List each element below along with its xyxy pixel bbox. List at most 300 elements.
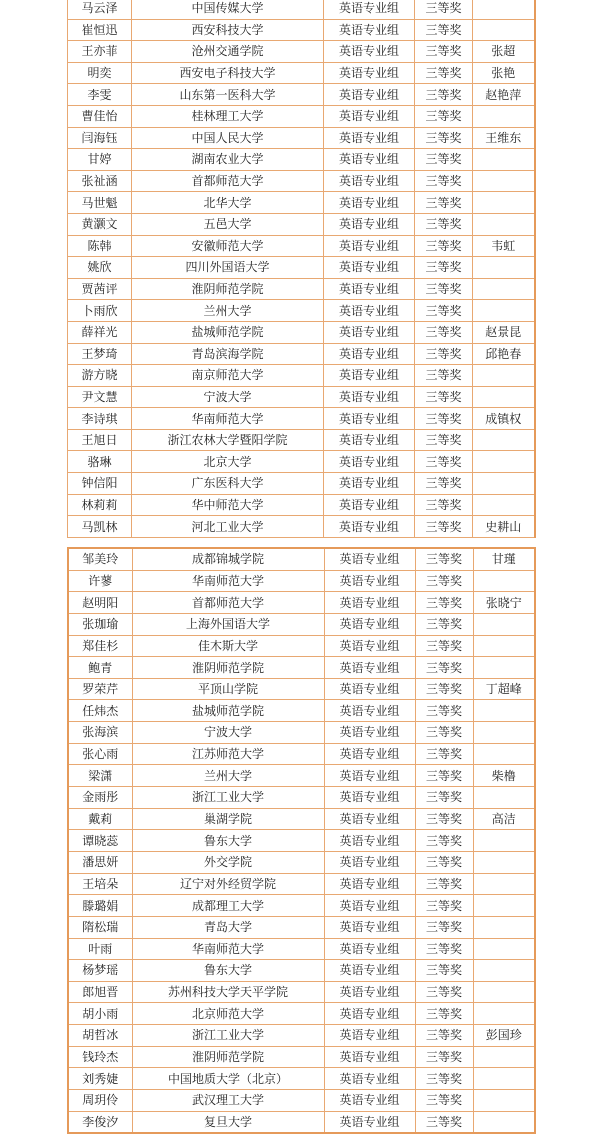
student-name-cell: 胡小雨: [68, 1003, 132, 1025]
table-row: [68, 1068, 535, 1090]
school-cell: 盐城师范学院: [132, 700, 324, 722]
school-cell: 四川外国语大学: [132, 257, 324, 279]
student-name-cell: 赵明阳: [68, 592, 132, 614]
school-cell: 浙江工业大学: [132, 787, 324, 809]
school-cell: 鲁东大学: [132, 960, 324, 982]
school-cell: 中国传媒大学: [132, 0, 324, 19]
teacher-cell: [473, 1003, 535, 1025]
school-cell: 成都锦城学院: [132, 548, 324, 570]
teacher-cell: 赵艳萍: [473, 84, 535, 106]
group-cell: 英语专业组: [324, 613, 415, 635]
group-cell: 英语专业组: [324, 743, 415, 765]
school-cell: 五邑大学: [132, 213, 324, 235]
award-cell: 三等奖: [415, 678, 473, 700]
student-name-cell: 钱玲杰: [68, 1046, 132, 1068]
award-cell: 三等奖: [415, 170, 473, 192]
table-row: [68, 192, 535, 214]
award-cell: 三等奖: [415, 657, 473, 679]
student-name-cell: 闫海钰: [68, 127, 132, 149]
teacher-cell: 柴橹: [473, 765, 535, 787]
table-row: [68, 873, 535, 895]
student-name-cell: 杨梦瑶: [68, 960, 132, 982]
teacher-cell: 邱艳春: [473, 343, 535, 365]
award-cell: 三等奖: [415, 429, 473, 451]
award-cell: 三等奖: [415, 1090, 473, 1112]
award-cell: 三等奖: [415, 895, 473, 917]
teacher-cell: [473, 473, 535, 495]
student-name-cell: 叶雨: [68, 938, 132, 960]
teacher-cell: 成镇权: [473, 408, 535, 430]
table-row: [68, 149, 535, 171]
teacher-cell: 张晓宁: [473, 592, 535, 614]
school-cell: 青岛滨海学院: [132, 343, 324, 365]
student-name-cell: 张海滨: [68, 722, 132, 744]
teacher-cell: 高洁: [473, 808, 535, 830]
group-cell: 英语专业组: [324, 1025, 415, 1047]
teacher-cell: [473, 743, 535, 765]
student-name-cell: 王培朵: [68, 873, 132, 895]
table-row: [68, 808, 535, 830]
group-cell: 英语专业组: [324, 235, 415, 257]
teacher-cell: [473, 570, 535, 592]
table-row: [68, 657, 535, 679]
group-cell: 英语专业组: [324, 321, 415, 343]
table-row: [68, 41, 535, 63]
award-cell: 三等奖: [415, 235, 473, 257]
table-row: [68, 365, 535, 387]
school-cell: 湖南农业大学: [132, 149, 324, 171]
teacher-cell: 韦虹: [473, 235, 535, 257]
table-row: [68, 700, 535, 722]
teacher-cell: [473, 170, 535, 192]
teacher-cell: [473, 0, 535, 19]
award-cell: 三等奖: [415, 149, 473, 171]
school-cell: 华中师范大学: [132, 494, 324, 516]
table-row: [68, 62, 535, 84]
group-cell: 英语专业组: [324, 516, 415, 538]
teacher-cell: [473, 1046, 535, 1068]
teacher-cell: [473, 278, 535, 300]
student-name-cell: 甘婷: [68, 149, 132, 171]
group-cell: 英语专业组: [324, 149, 415, 171]
school-cell: 华南师范大学: [132, 570, 324, 592]
award-cell: 三等奖: [415, 916, 473, 938]
table-row: [68, 516, 535, 538]
award-cell: 三等奖: [415, 365, 473, 387]
table-row: [68, 592, 535, 614]
student-name-cell: 曹佳怡: [68, 105, 132, 127]
student-name-cell: 滕璐娟: [68, 895, 132, 917]
table-row: [68, 722, 535, 744]
student-name-cell: 林莉莉: [68, 494, 132, 516]
teacher-cell: [473, 149, 535, 171]
teacher-cell: [473, 722, 535, 744]
award-cell: 三等奖: [415, 613, 473, 635]
teacher-cell: [473, 213, 535, 235]
group-cell: 英语专业组: [324, 278, 415, 300]
school-cell: 苏州科技大学天平学院: [132, 981, 324, 1003]
teacher-cell: [473, 105, 535, 127]
award-cell: 三等奖: [415, 765, 473, 787]
award-cell: 三等奖: [415, 1046, 473, 1068]
group-cell: 英语专业组: [324, 257, 415, 279]
student-name-cell: 金雨彤: [68, 787, 132, 809]
table-row: [68, 1046, 535, 1068]
award-table-top: [67, 0, 536, 538]
student-name-cell: 张珈瑜: [68, 613, 132, 635]
teacher-cell: [473, 257, 535, 279]
student-name-cell: 薛祥光: [68, 321, 132, 343]
group-cell: 英语专业组: [324, 657, 415, 679]
group-cell: 英语专业组: [324, 105, 415, 127]
table-row: [68, 938, 535, 960]
table-row: [68, 451, 535, 473]
group-cell: 英语专业组: [324, 1003, 415, 1025]
student-name-cell: 王梦琦: [68, 343, 132, 365]
group-cell: 英语专业组: [324, 19, 415, 41]
award-cell: 三等奖: [415, 830, 473, 852]
student-name-cell: 黄灏文: [68, 213, 132, 235]
teacher-cell: [473, 494, 535, 516]
student-name-cell: 刘秀婕: [68, 1068, 132, 1090]
table-row: [68, 213, 535, 235]
table-row: [68, 613, 535, 635]
award-cell: 三等奖: [415, 516, 473, 538]
school-cell: 辽宁对外经贸学院: [132, 873, 324, 895]
teacher-cell: 张艳: [473, 62, 535, 84]
group-cell: 英语专业组: [324, 365, 415, 387]
student-name-cell: 张心雨: [68, 743, 132, 765]
award-cell: 三等奖: [415, 1111, 473, 1133]
award-cell: 三等奖: [415, 722, 473, 744]
teacher-cell: [473, 960, 535, 982]
student-name-cell: 罗荣芹: [68, 678, 132, 700]
group-cell: 英语专业组: [324, 722, 415, 744]
award-table-bottom: [67, 547, 536, 1134]
group-cell: 英语专业组: [324, 938, 415, 960]
school-cell: 巢湖学院: [132, 808, 324, 830]
award-cell: 三等奖: [415, 851, 473, 873]
table-row: [68, 1090, 535, 1112]
student-name-cell: 钟信阳: [68, 473, 132, 495]
student-name-cell: 任炜杰: [68, 700, 132, 722]
teacher-cell: [473, 1111, 535, 1133]
student-name-cell: 戴莉: [68, 808, 132, 830]
student-name-cell: 马世魁: [68, 192, 132, 214]
teacher-cell: [473, 657, 535, 679]
table-row: [68, 548, 535, 570]
school-cell: 平顶山学院: [132, 678, 324, 700]
teacher-cell: [473, 1090, 535, 1112]
table-row: [68, 570, 535, 592]
teacher-cell: [473, 938, 535, 960]
table-row: [68, 494, 535, 516]
group-cell: 英语专业组: [324, 386, 415, 408]
school-cell: 浙江农林大学暨阳学院: [132, 429, 324, 451]
group-cell: 英语专业组: [324, 592, 415, 614]
school-cell: 鲁东大学: [132, 830, 324, 852]
student-name-cell: 王旭日: [68, 429, 132, 451]
school-cell: 安徽师范大学: [132, 235, 324, 257]
group-cell: 英语专业组: [324, 548, 415, 570]
award-cell: 三等奖: [415, 494, 473, 516]
table-row: [68, 278, 535, 300]
group-cell: 英语专业组: [324, 916, 415, 938]
award-cell: 三等奖: [415, 592, 473, 614]
teacher-cell: [473, 1068, 535, 1090]
school-cell: 浙江工业大学: [132, 1025, 324, 1047]
group-cell: 英语专业组: [324, 213, 415, 235]
award-cell: 三等奖: [415, 321, 473, 343]
teacher-cell: [473, 895, 535, 917]
student-name-cell: 胡哲冰: [68, 1025, 132, 1047]
group-cell: 英语专业组: [324, 127, 415, 149]
student-name-cell: 卜雨欣: [68, 300, 132, 322]
teacher-cell: [473, 700, 535, 722]
school-cell: 中国人民大学: [132, 127, 324, 149]
teacher-cell: [473, 787, 535, 809]
award-cell: 三等奖: [415, 127, 473, 149]
award-cell: 三等奖: [415, 105, 473, 127]
student-name-cell: 陈韩: [68, 235, 132, 257]
student-name-cell: 李雯: [68, 84, 132, 106]
teacher-cell: 甘瑾: [473, 548, 535, 570]
award-cell: 三等奖: [415, 700, 473, 722]
table-row: [68, 678, 535, 700]
teacher-cell: [473, 916, 535, 938]
table-row: [68, 473, 535, 495]
award-cell: 三等奖: [415, 19, 473, 41]
award-cell: 三等奖: [415, 808, 473, 830]
award-cell: 三等奖: [415, 300, 473, 322]
award-cell: 三等奖: [415, 981, 473, 1003]
student-name-cell: 郎旭晋: [68, 981, 132, 1003]
award-cell: 三等奖: [415, 213, 473, 235]
teacher-cell: 彭国珍: [473, 1025, 535, 1047]
table-row: [68, 408, 535, 430]
table-row: [68, 321, 535, 343]
school-cell: 北京师范大学: [132, 1003, 324, 1025]
school-cell: 淮阴师范学院: [132, 278, 324, 300]
group-cell: 英语专业组: [324, 170, 415, 192]
school-cell: 上海外国语大学: [132, 613, 324, 635]
award-cell: 三等奖: [415, 1003, 473, 1025]
teacher-cell: [473, 451, 535, 473]
group-cell: 英语专业组: [324, 635, 415, 657]
school-cell: 北京大学: [132, 451, 324, 473]
teacher-cell: [473, 365, 535, 387]
student-name-cell: 李诗琪: [68, 408, 132, 430]
student-name-cell: 崔恒迅: [68, 19, 132, 41]
school-cell: 首都师范大学: [132, 170, 324, 192]
student-name-cell: 许蓼: [68, 570, 132, 592]
award-cell: 三等奖: [415, 257, 473, 279]
teacher-cell: [473, 851, 535, 873]
student-name-cell: 周玥伶: [68, 1090, 132, 1112]
teacher-cell: [473, 981, 535, 1003]
school-cell: 河北工业大学: [132, 516, 324, 538]
teacher-cell: 史耕山: [473, 516, 535, 538]
school-cell: 西安科技大学: [132, 19, 324, 41]
award-cell: 三等奖: [415, 192, 473, 214]
award-cell: 三等奖: [415, 278, 473, 300]
school-cell: 宁波大学: [132, 386, 324, 408]
group-cell: 英语专业组: [324, 494, 415, 516]
group-cell: 英语专业组: [324, 873, 415, 895]
group-cell: 英语专业组: [324, 830, 415, 852]
table-row: [68, 1111, 535, 1133]
award-cell: 三等奖: [415, 743, 473, 765]
table-row: [68, 300, 535, 322]
group-cell: 英语专业组: [324, 451, 415, 473]
table-row: [68, 851, 535, 873]
group-cell: 英语专业组: [324, 0, 415, 19]
school-cell: 复旦大学: [132, 1111, 324, 1133]
student-name-cell: 谭晓蕊: [68, 830, 132, 852]
student-name-cell: 邹美玲: [68, 548, 132, 570]
student-name-cell: 张祉涵: [68, 170, 132, 192]
school-cell: 南京师范大学: [132, 365, 324, 387]
table-row: [68, 981, 535, 1003]
school-cell: 首都师范大学: [132, 592, 324, 614]
school-cell: 青岛大学: [132, 916, 324, 938]
school-cell: 淮阴师范学院: [132, 657, 324, 679]
school-cell: 北华大学: [132, 192, 324, 214]
student-name-cell: 王亦菲: [68, 41, 132, 63]
group-cell: 英语专业组: [324, 429, 415, 451]
group-cell: 英语专业组: [324, 192, 415, 214]
table-row: [68, 1025, 535, 1047]
teacher-cell: [473, 300, 535, 322]
award-cell: 三等奖: [415, 873, 473, 895]
student-name-cell: 鲍青: [68, 657, 132, 679]
award-cell: 三等奖: [415, 473, 473, 495]
award-cell: 三等奖: [415, 1025, 473, 1047]
teacher-cell: [473, 429, 535, 451]
award-table-bottom-body: [68, 548, 535, 1133]
award-cell: 三等奖: [415, 408, 473, 430]
award-cell: 三等奖: [415, 84, 473, 106]
group-cell: 英语专业组: [324, 1068, 415, 1090]
award-cell: 三等奖: [415, 548, 473, 570]
table-row: [68, 257, 535, 279]
school-cell: 外交学院: [132, 851, 324, 873]
table-row: [68, 429, 535, 451]
award-cell: 三等奖: [415, 960, 473, 982]
award-cell: 三等奖: [415, 787, 473, 809]
group-cell: 英语专业组: [324, 895, 415, 917]
award-cell: 三等奖: [415, 62, 473, 84]
table-row: [68, 0, 535, 19]
group-cell: 英语专业组: [324, 787, 415, 809]
award-cell: 三等奖: [415, 343, 473, 365]
group-cell: 英语专业组: [324, 570, 415, 592]
award-cell: 三等奖: [415, 635, 473, 657]
teacher-cell: 赵景昆: [473, 321, 535, 343]
student-name-cell: 贾茜评: [68, 278, 132, 300]
school-cell: 佳木斯大学: [132, 635, 324, 657]
teacher-cell: [473, 830, 535, 852]
award-cell: 三等奖: [415, 0, 473, 19]
teacher-cell: [473, 192, 535, 214]
school-cell: 西安电子科技大学: [132, 62, 324, 84]
teacher-cell: 张超: [473, 41, 535, 63]
table-row: [68, 105, 535, 127]
student-name-cell: 郑佳杉: [68, 635, 132, 657]
table-row: [68, 743, 535, 765]
teacher-cell: 丁超峰: [473, 678, 535, 700]
table-row: [68, 235, 535, 257]
school-cell: 江苏师范大学: [132, 743, 324, 765]
group-cell: 英语专业组: [324, 1090, 415, 1112]
group-cell: 英语专业组: [324, 808, 415, 830]
group-cell: 英语专业组: [324, 300, 415, 322]
table-row: [68, 19, 535, 41]
group-cell: 英语专业组: [324, 960, 415, 982]
group-cell: 英语专业组: [324, 1111, 415, 1133]
table-row: [68, 1003, 535, 1025]
award-cell: 三等奖: [415, 570, 473, 592]
school-cell: 广东医科大学: [132, 473, 324, 495]
table-row: [68, 895, 535, 917]
student-name-cell: 马云泽: [68, 0, 132, 19]
table-row: [68, 787, 535, 809]
group-cell: 英语专业组: [324, 473, 415, 495]
group-cell: 英语专业组: [324, 981, 415, 1003]
school-cell: 山东第一医科大学: [132, 84, 324, 106]
student-name-cell: 马凯林: [68, 516, 132, 538]
group-cell: 英语专业组: [324, 700, 415, 722]
table-row: [68, 916, 535, 938]
award-cell: 三等奖: [415, 41, 473, 63]
group-cell: 英语专业组: [324, 1046, 415, 1068]
student-name-cell: 李俊汐: [68, 1111, 132, 1133]
group-cell: 英语专业组: [324, 84, 415, 106]
school-cell: 宁波大学: [132, 722, 324, 744]
school-cell: 桂林理工大学: [132, 105, 324, 127]
school-cell: 成都理工大学: [132, 895, 324, 917]
student-name-cell: 隋松瑞: [68, 916, 132, 938]
table-row: [68, 830, 535, 852]
group-cell: 英语专业组: [324, 41, 415, 63]
table-row: [68, 170, 535, 192]
award-cell: 三等奖: [415, 938, 473, 960]
school-cell: 华南师范大学: [132, 408, 324, 430]
school-cell: 兰州大学: [132, 765, 324, 787]
student-name-cell: 骆琳: [68, 451, 132, 473]
group-cell: 英语专业组: [324, 765, 415, 787]
award-cell: 三等奖: [415, 451, 473, 473]
teacher-cell: [473, 386, 535, 408]
student-name-cell: 姚欣: [68, 257, 132, 279]
teacher-cell: [473, 613, 535, 635]
student-name-cell: 潘思妍: [68, 851, 132, 873]
student-name-cell: 明奕: [68, 62, 132, 84]
teacher-cell: [473, 19, 535, 41]
group-cell: 英语专业组: [324, 343, 415, 365]
teacher-cell: [473, 635, 535, 657]
table-row: [68, 127, 535, 149]
table-row: [68, 765, 535, 787]
group-cell: 英语专业组: [324, 678, 415, 700]
student-name-cell: 游方晓: [68, 365, 132, 387]
student-name-cell: 梁潇: [68, 765, 132, 787]
school-cell: 武汉理工大学: [132, 1090, 324, 1112]
award-cell: 三等奖: [415, 1068, 473, 1090]
group-cell: 英语专业组: [324, 408, 415, 430]
table-row: [68, 343, 535, 365]
teacher-cell: [473, 873, 535, 895]
